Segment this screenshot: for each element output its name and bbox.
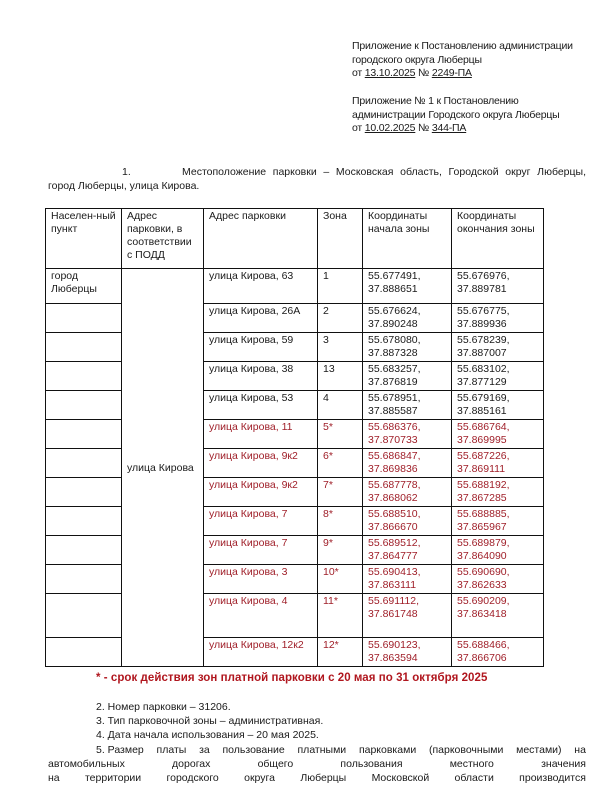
word: местами) — [516, 744, 562, 756]
settlement-cell-empty — [46, 478, 122, 507]
parking-address-cell: улица Кирова, 38 — [204, 362, 318, 391]
word: местного — [449, 758, 494, 770]
appendix-line: Приложение № 1 к Постановлению — [352, 95, 519, 107]
word: пользования — [340, 758, 403, 770]
parking-address-cell: улица Кирова, 59 — [204, 333, 318, 362]
zone-cell: 5* — [318, 420, 363, 449]
end-coords-cell: 55.688466, 37.866706 — [452, 638, 544, 667]
start-coords-cell: 55.677491, 37.888651 — [363, 269, 452, 304]
table-row — [46, 478, 544, 507]
table-row — [46, 594, 544, 638]
zone-cell: 6* — [318, 449, 363, 478]
parking-address-cell: улица Кирова, 12к2 — [204, 638, 318, 667]
section-5-fee — [48, 743, 586, 785]
word: автомобильных — [48, 758, 125, 770]
word: на — [48, 772, 60, 784]
table-row — [46, 420, 544, 449]
word: округа — [244, 772, 275, 784]
parking-address-cell: улица Кирова, 26А — [204, 304, 318, 333]
table-row — [46, 333, 544, 362]
start-coords-cell: 55.690413, 37.863111 — [363, 565, 452, 594]
word: на — [574, 744, 586, 756]
parking-address-cell: улица Кирова, 9к2 — [204, 449, 318, 478]
table-row — [46, 638, 544, 667]
table-header-row — [46, 209, 544, 269]
start-coords-cell: 55.678951, 37.885587 — [363, 391, 452, 420]
appendix-ref: от 13.10.2025 № 2249-ПА — [352, 67, 472, 79]
word: производится — [519, 772, 586, 784]
word: значения — [541, 758, 586, 770]
start-coords-cell: 55.687778, 37.868062 — [363, 478, 452, 507]
parking-address-cell: улица Кирова, 9к2 — [204, 478, 318, 507]
zone-cell: 13 — [318, 362, 363, 391]
word: Люберцы — [300, 772, 347, 784]
settlement-cell-empty — [46, 638, 122, 667]
settlement-cell-empty — [46, 420, 122, 449]
word: общего — [257, 758, 294, 770]
parking-address-cell: улица Кирова, 4 — [204, 594, 318, 638]
word: пользование — [222, 744, 285, 756]
col-header-zone: Зона — [318, 209, 363, 269]
decree-number: 344-ПА — [431, 122, 467, 134]
start-coords-cell: 55.686847, 37.869836 — [363, 449, 452, 478]
start-coords-cell: 55.686376, 37.870733 — [363, 420, 452, 449]
table-row — [46, 565, 544, 594]
seasonal-footnote: * - срок действия зон платной парковки с 20 мая по 31 октября 2025 — [96, 672, 488, 684]
word: городского — [166, 772, 219, 784]
end-coords-cell: 55.683102, 37.877129 — [452, 362, 544, 391]
start-coords-cell: 55.691112, 37.861748 — [363, 594, 452, 638]
appendix-line: Приложение к Постановлению администрации — [352, 40, 573, 52]
settlement-cell-empty — [46, 536, 122, 565]
col-header-end-coords: Координаты окончания зоны — [452, 209, 544, 269]
section-number: 1. — [122, 166, 131, 178]
settlement-cell-empty — [46, 449, 122, 478]
section-1-location — [48, 165, 586, 193]
start-coords-cell: 55.683257, 37.876819 — [363, 362, 452, 391]
decree-number: 2249-ПА — [431, 67, 472, 79]
appendix-line: городского округа Люберцы — [352, 53, 482, 66]
settlement-cell-empty — [46, 333, 122, 362]
appendix-ref: от 10.02.2025 № 344-ПА — [352, 122, 467, 134]
table-row — [46, 304, 544, 333]
settlement-cell-empty — [46, 362, 122, 391]
word: области — [454, 772, 494, 784]
table-row — [46, 391, 544, 420]
end-coords-cell: 55.676775, 37.889936 — [452, 304, 544, 333]
end-coords-cell: 55.687226, 37.869111 — [452, 449, 544, 478]
table-row — [46, 269, 544, 304]
parking-address-cell: улица Кирова, 63 — [204, 269, 318, 304]
word: платными — [297, 744, 347, 756]
start-coords-cell: 55.676624, 37.890248 — [363, 304, 452, 333]
section-5-line — [48, 771, 586, 785]
start-coords-cell: 55.689512, 37.864777 — [363, 536, 452, 565]
settlement-cell-empty — [46, 391, 122, 420]
parking-address-cell: улица Кирова, 11 — [204, 420, 318, 449]
appendix-line: администрации Городского округа Люберцы — [352, 108, 560, 121]
zone-cell: 2 — [318, 304, 363, 333]
word: 5. Размер — [96, 744, 144, 756]
settlement-cell: город Люберцы — [46, 269, 122, 304]
decree-date: 10.02.2025 — [364, 122, 416, 134]
zone-cell: 12* — [318, 638, 363, 667]
end-coords-cell: 55.676976, 37.889781 — [452, 269, 544, 304]
numbered-items — [96, 700, 323, 742]
section-5-line — [48, 743, 586, 757]
table-row — [46, 449, 544, 478]
section-text: Местоположение парковки – Московская область, Городской округ Люберцы, город Люберцы, улица Кирова. — [48, 166, 586, 192]
parking-address-cell: улица Кирова, 3 — [204, 565, 318, 594]
street-podd-cell: улица Кирова — [122, 269, 204, 667]
col-header-address-podd: Адрес парковки, в соответствии с ПОДД — [122, 209, 204, 269]
settlement-cell-empty — [46, 565, 122, 594]
end-coords-cell: 55.688885, 37.865967 — [452, 507, 544, 536]
start-coords-cell: 55.678080, 37.887328 — [363, 333, 452, 362]
col-header-parking-address: Адрес парковки — [204, 209, 318, 269]
zone-cell: 1 — [318, 269, 363, 304]
decree-date: 13.10.2025 — [364, 67, 416, 79]
col-header-start-coords: Координаты начала зоны — [363, 209, 452, 269]
end-coords-cell: 55.689879, 37.864090 — [452, 536, 544, 565]
parking-address-cell: улица Кирова, 53 — [204, 391, 318, 420]
section-5-line — [48, 757, 586, 771]
end-coords-cell: 55.690209, 37.863418 — [452, 594, 544, 638]
parking-address-cell: улица Кирова, 7 — [204, 536, 318, 565]
settlement-cell-empty — [46, 304, 122, 333]
table-row — [46, 362, 544, 391]
zone-cell: 3 — [318, 333, 363, 362]
item-zone-type: 3. Тип парковочной зоны – административная. — [96, 715, 324, 727]
zone-cell: 8* — [318, 507, 363, 536]
table-row — [46, 507, 544, 536]
end-coords-cell: 55.686764, 37.869995 — [452, 420, 544, 449]
start-coords-cell: 55.688510, 37.866670 — [363, 507, 452, 536]
word: территории — [84, 772, 142, 784]
end-coords-cell: 55.679169, 37.885161 — [452, 391, 544, 420]
word: платы — [156, 744, 187, 756]
settlement-cell-empty — [46, 594, 122, 638]
parking-address-cell: улица Кирова, 7 — [204, 507, 318, 536]
zone-cell: 11* — [318, 594, 363, 638]
appendix-note-original — [352, 95, 607, 136]
end-coords-cell: 55.690690, 37.862633 — [452, 565, 544, 594]
end-coords-cell: 55.688192, 37.867285 — [452, 478, 544, 507]
zone-cell: 10* — [318, 565, 363, 594]
word: дорогах — [172, 758, 211, 770]
word: (парковочными — [428, 744, 504, 756]
table-row — [46, 536, 544, 565]
settlement-cell-empty — [46, 507, 122, 536]
word: Московской — [371, 772, 430, 784]
parking-zones-table — [45, 208, 544, 667]
start-coords-cell: 55.690123, 37.863594 — [363, 638, 452, 667]
item-start-date: 4. Дата начала использования – 20 мая 2025. — [96, 729, 319, 741]
item-parking-number: 2. Номер парковки – 31206. — [96, 701, 231, 713]
zone-cell: 9* — [318, 536, 363, 565]
word: за — [199, 744, 210, 756]
appendix-note-current — [352, 40, 607, 81]
end-coords-cell: 55.678239, 37.887007 — [452, 333, 544, 362]
zone-cell: 4 — [318, 391, 363, 420]
zone-cell: 7* — [318, 478, 363, 507]
col-header-settlement: Населен-ный пункт — [46, 209, 122, 269]
word: парковками — [358, 744, 417, 756]
